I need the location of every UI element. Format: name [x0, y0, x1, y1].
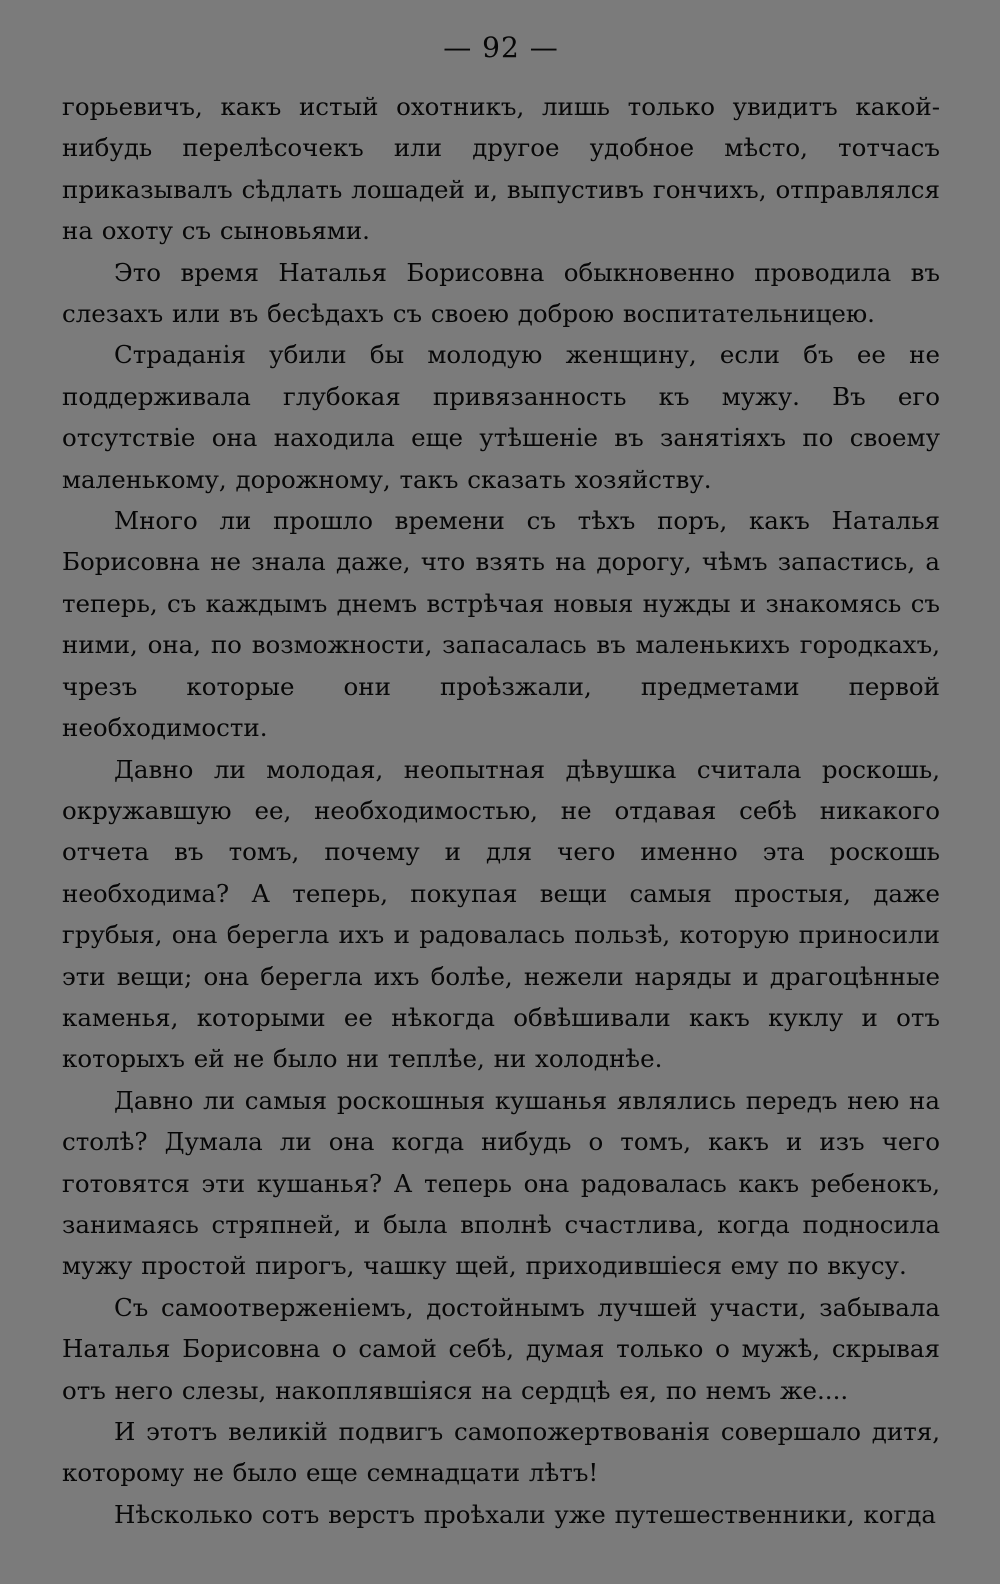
paragraph: горьевичъ, какъ истый охотникъ, лишь только увидитъ какой-нибудь перелѣсочекъ или другое удобное мѣсто, тотчасъ приказывалъ сѣдлать лошадей и, выпустивъ гончихъ, отправлялся на охоту съ сыновьями. [62, 92, 940, 246]
paragraph: Нѣсколько сотъ верстъ проѣхали уже путешественники, когда [114, 1499, 937, 1529]
book-page [62, 28, 940, 1568]
paragraph: Страданія убили бы молодую женщину, если бъ ее не поддерживала глубокая привязанность къ мужу. Въ его отсутствіе она находила еще утѣшеніе въ занятіяхъ по своему маленькому, дорожному, такъ сказать хозяйству. [62, 340, 940, 494]
paragraph: И этотъ великій подвигъ самопожертвованія совершало дитя, которому не было еще семнадцати лѣтъ! [62, 1417, 940, 1488]
paragraph: Давно ли молодая, неопытная дѣвушка считала роскошь, окружавшую ее, необходимостью, не отдавая себѣ никакого отчета въ томъ, почему и для чего именно эта роскошь необходима? А теперь, покупая вещи самыя простыя, даже грубыя, она берегла ихъ и радовалась пользѣ, которую приносили эти вещи; она берегла ихъ болѣе, нежели наряды и драгоцѣнные каменья, которыми ее нѣкогда обвѣшивали какъ куклу и отъ которыхъ ей не было ни теплѣе, ни холоднѣе. [62, 754, 940, 1074]
paragraph: Это время Наталья Борисовна обыкновенно проводила въ слезахъ или въ бесѣдахъ съ своею доброю воспитательницею. [62, 257, 940, 329]
paragraph: Давно ли самыя роскошныя кушанья являлись передъ нею на столѣ? Думала ли она когда нибудь о томъ, какъ и изъ чего готовятся эти кушанья? А теперь она радовалась какъ ребенокъ, занимаясь стряпней, и была вполнѣ счастлива, когда подносила мужу простой пирогъ, чашку щей, приходившіеся ему по вкусу. [62, 1085, 940, 1281]
paragraph: Много ли прошло времени съ тѣхъ поръ, какъ Наталья Борисовна не знала даже, что взять на дорогу, чѣмъ запастись, а теперь, съ каждымъ днемъ встрѣчая новыя нужды и знакомясь съ ними, она, по возможности, запасалась въ маленькихъ городкахъ, чрезъ которые они проѣзжали, предметами первой необходимости. [62, 506, 940, 743]
paragraph: Съ самоотверженіемъ, достойнымъ лучшей участи, забывала Наталья Борисовна о самой себѣ, думая только о мужѣ, скрывая отъ него слезы, накоплявшіяся на сердцѣ ея, по немъ же.... [62, 1292, 940, 1405]
page-number: — 92 — [443, 31, 559, 64]
text-body [62, 86, 940, 1535]
